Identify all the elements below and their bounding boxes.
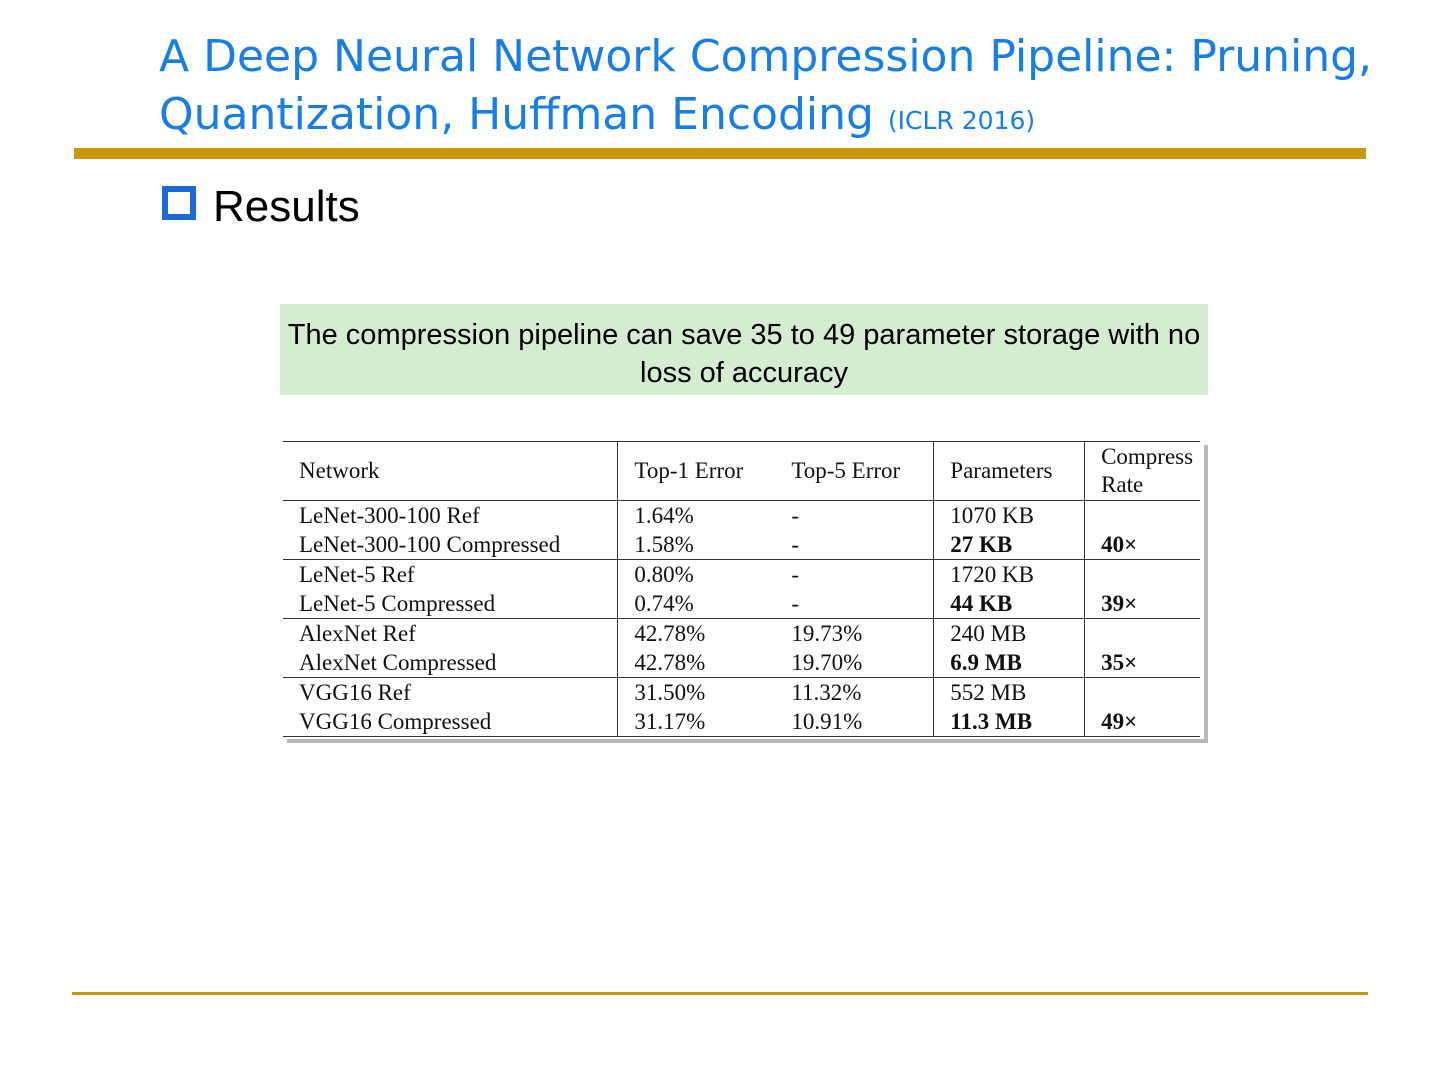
cell-params: 1720 KB [934,560,1085,590]
callout-box: The compression pipeline can save 35 to 49 parameter storage with no loss of accuracy [280,304,1208,395]
cell-top5: - [775,530,933,560]
cell-top5: 19.73% [775,619,933,649]
cell-network: VGG16 Compressed [283,707,618,737]
cell-network: AlexNet Compressed [283,648,618,678]
cell-top1: 31.17% [634,709,706,734]
cell-top5: 19.70% [775,648,933,678]
table-row [283,678,1200,708]
square-bullet-icon [162,186,196,220]
cell-network: AlexNet Ref [283,619,618,649]
cell-top5: - [775,589,933,619]
cell-rate: 35× [1101,650,1138,675]
cell-params: 552 MB [934,678,1085,708]
table-row [283,501,1200,531]
cell-network: LeNet-300-100 Ref [283,501,618,531]
cell-network: LeNet-5 Ref [283,560,618,590]
cell-params: 27 KB [934,530,1085,560]
header-compress-rate: Compress Rate [1101,444,1194,497]
cell-params: 11.3 MB [934,707,1085,737]
cell-top1: 1.58% [634,532,694,557]
cell-top1: 42.78% [634,621,706,646]
cell-params: 240 MB [934,619,1085,649]
table-row [283,530,1200,560]
cell-network: LeNet-300-100 Compressed [283,530,618,560]
header-parameters: Parameters [934,442,1085,501]
cell-rate [1085,501,1200,531]
cell-top1: 0.80% [634,562,694,587]
cell-top5: 10.91% [775,707,933,737]
cell-top1: 31.50% [634,680,706,705]
cell-rate [1085,678,1200,708]
cell-params: 44 KB [934,589,1085,619]
header-top5-error: Top-5 Error [775,442,933,501]
table-row [283,619,1200,649]
results-table-figure [283,441,1204,739]
table-row [283,560,1200,590]
cell-rate [1085,560,1200,590]
cell-top1: 0.74% [634,591,694,616]
cell-rate [1085,619,1200,649]
footer-divider [72,992,1368,995]
slide-title-text: A Deep Neural Network Compression Pipeline: Pruning, Quantization, Huffman Encoding [159,31,1373,140]
cell-top1: 42.78% [634,650,706,675]
header-network: Network [283,442,618,501]
cell-params: 1070 KB [934,501,1085,531]
section-heading: Results [213,182,360,231]
cell-top5: 11.32% [775,678,933,708]
table-row [283,648,1200,678]
title-divider [74,148,1366,159]
cell-rate: 40× [1101,532,1138,557]
results-table [283,441,1200,737]
venue-label: (ICLR 2016) [887,106,1036,135]
cell-rate: 39× [1101,591,1138,616]
table-row [283,707,1200,737]
header-top1-error: Top-1 Error [634,458,744,483]
table-header-row [283,442,1200,501]
cell-network: LeNet-5 Compressed [283,589,618,619]
cell-top5: - [775,560,933,590]
cell-rate: 49× [1101,709,1138,734]
table-row [283,589,1200,619]
slide-title [159,28,1399,150]
cell-params: 6.9 MB [934,648,1085,678]
cell-top1: 1.64% [634,503,694,528]
cell-top5: - [775,501,933,531]
cell-network: VGG16 Ref [283,678,618,708]
